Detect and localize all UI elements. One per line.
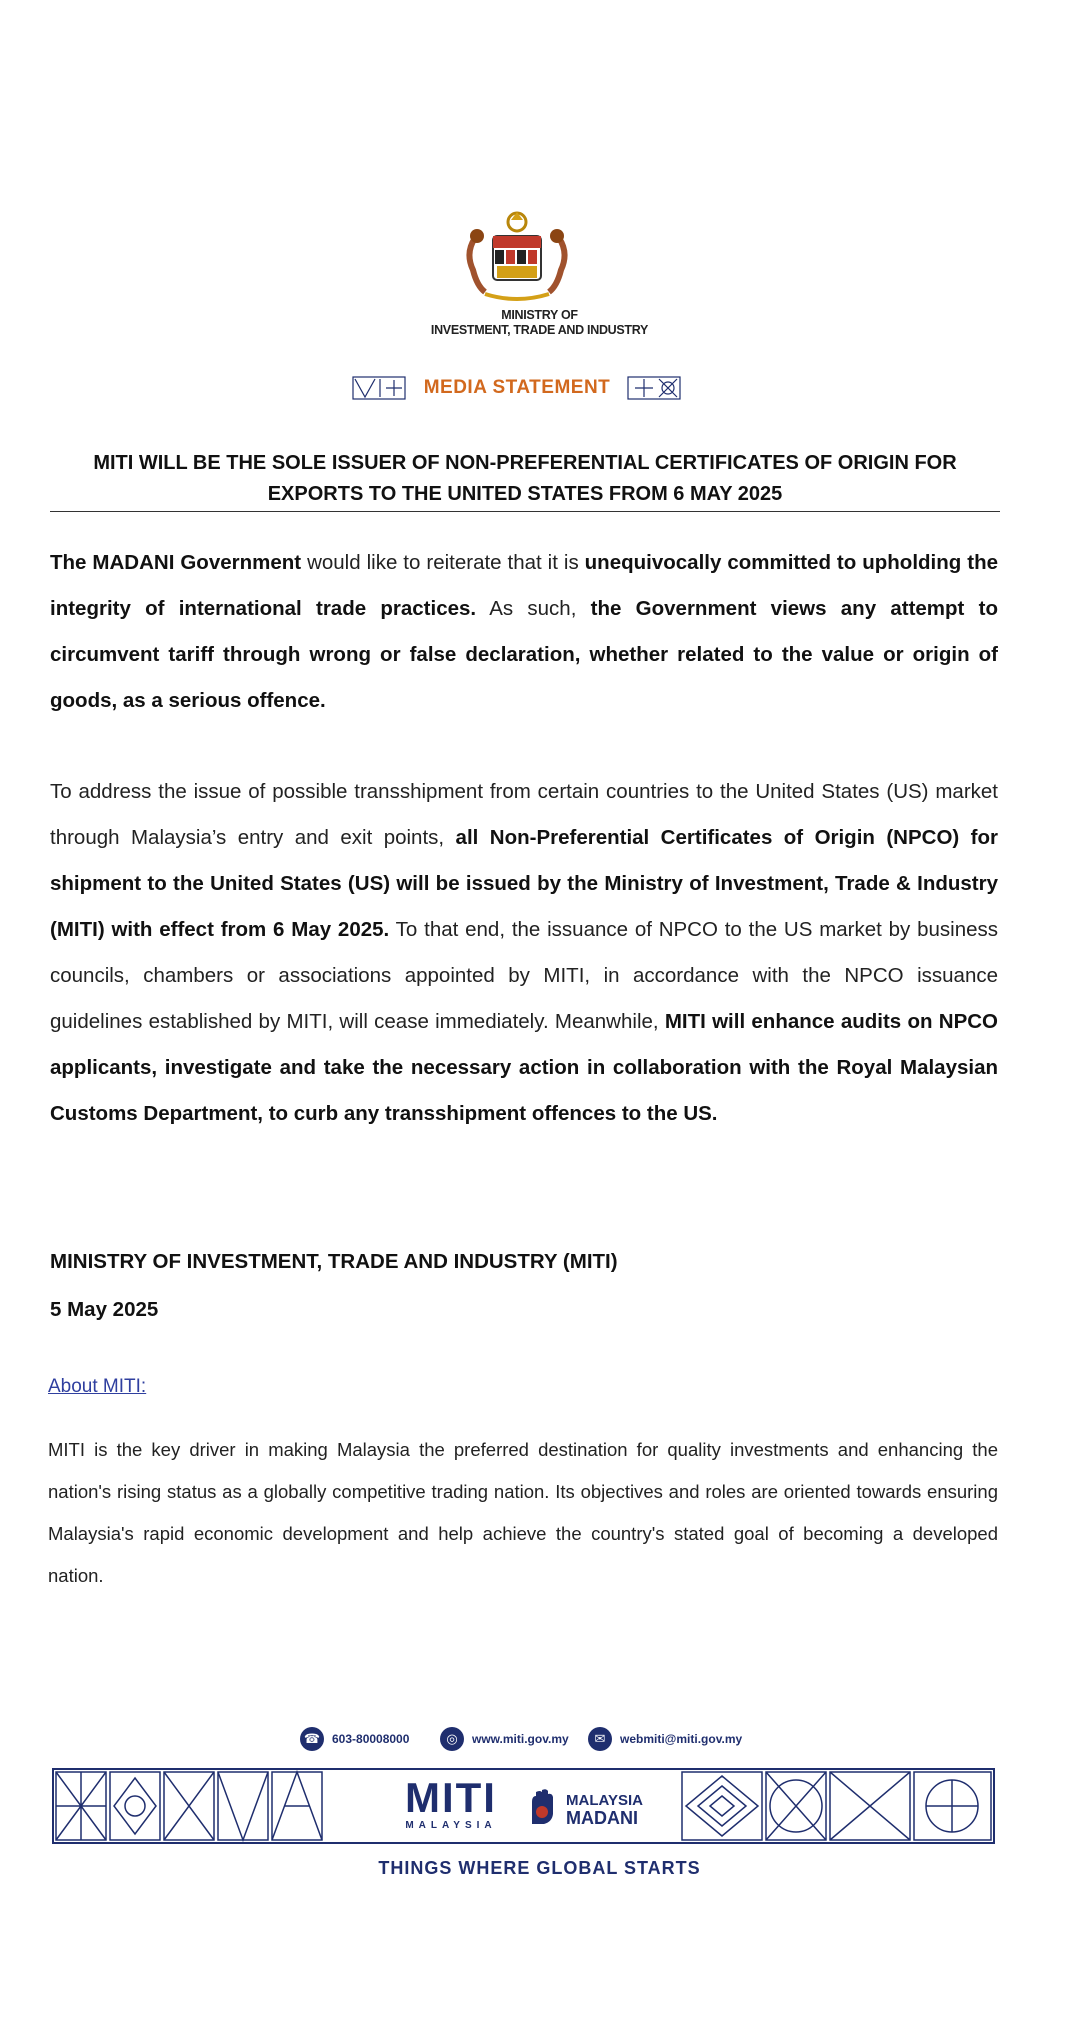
email-contact[interactable]: [588, 1726, 742, 1752]
about-miti-link[interactable]: About MITI:: [48, 1376, 147, 1397]
footer-tagline: THINGS WHERE GLOBAL STARTS: [378, 1858, 701, 1878]
email-icon: ✉: [588, 1727, 612, 1751]
headline-divider: [50, 511, 1000, 512]
phone-number: 603-80008000: [332, 1732, 410, 1746]
footer-pattern-band: [52, 1768, 995, 1844]
pattern-icon: [352, 376, 406, 400]
coat-of-arms-icon: [455, 208, 579, 312]
statement-paragraph-1: [50, 540, 998, 724]
malaysia-madani-logo: [526, 1786, 656, 1830]
email-address: webmiti@miti.gov.my: [620, 1732, 743, 1746]
body-text: To address the issue of possible transshipment from certain countries to the United States (US) market through Malaysia’s entry and exit points,: [50, 780, 998, 849]
miti-logo: [396, 1776, 506, 1831]
miti-logo-subtext: MALAYSIA: [405, 1820, 497, 1831]
phone-icon: ☎: [300, 1727, 324, 1751]
headline-line2: EXPORTS TO THE UNITED STATES FROM 6 MAY 2025: [267, 483, 783, 505]
madani-line2: MADANI: [566, 1808, 638, 1828]
website-contact[interactable]: [440, 1726, 569, 1752]
press-headline: [50, 448, 1000, 510]
madani-line1: MALAYSIA: [566, 1792, 643, 1809]
statement-paragraph-2: [50, 769, 998, 1137]
pattern-icon: [627, 376, 681, 400]
ministry-name-line1: MINISTRY OF: [501, 308, 578, 322]
media-statement-title: MEDIA STATEMENT: [423, 377, 611, 398]
madani-hand-icon: [526, 1788, 558, 1826]
media-statement-banner: [0, 374, 1079, 404]
globe-icon: ◎: [440, 1727, 464, 1751]
ministry-name-line2: INVESTMENT, TRADE AND INDUSTRY: [430, 323, 649, 337]
bold-text: The MADANI Government: [50, 551, 302, 574]
body-text: would like to reiterate that it is: [301, 551, 585, 574]
issuer-name: MINISTRY OF INVESTMENT, TRADE AND INDUSTRY (MITI): [50, 1250, 618, 1273]
miti-logo-text: MITI: [405, 1774, 497, 1821]
bold-text: MITI will enhance audits on NPCO applicants, investigate and take the necessary action in collaboration with the Royal Malaysian Customs Department, to curb any transshipment offences to the US.: [50, 1010, 998, 1125]
phone-contact[interactable]: [300, 1726, 409, 1752]
issue-date: 5 May 2025: [50, 1298, 159, 1321]
about-miti-text: MITI is the key driver in making Malaysia the preferred destination for quality investments and enhancing the nation's rising status as a globally competitive trading nation. Its objectives and roles are oriented towards ensuring Malaysia's rapid economic development and help achieve the country's stated goal of becoming a developed nation.: [48, 1439, 998, 1586]
body-text: To that end, the issuance of NPCO to the US market by business councils, chambers or associations appointed by MITI, in accordance with the NPCO issuance guidelines established by MITI, will cease immediately. Meanwhile,: [50, 918, 999, 1033]
bold-text: the Government views any attempt to circumvent tariff through wrong or false declaration, whether related to the value or origin of goods, as a serious offence.: [50, 597, 998, 712]
contact-bar: [300, 1726, 800, 1756]
headline-line1: MITI WILL BE THE SOLE ISSUER OF NON-PREFERENTIAL CERTIFICATES OF ORIGIN FOR: [93, 452, 957, 474]
bold-text: all Non-Preferential Certificates of Origin (NPCO) for shipment to the United States (US) will be issued by the Ministry of Investment, Trade & Industry (MITI) with effect from 6 May 2025.: [50, 826, 998, 941]
website-url: www.miti.gov.my: [472, 1732, 569, 1746]
bold-text: unequivocally committed to upholding the integrity of international trade practices.: [50, 551, 998, 620]
body-text: As such,: [476, 597, 591, 620]
